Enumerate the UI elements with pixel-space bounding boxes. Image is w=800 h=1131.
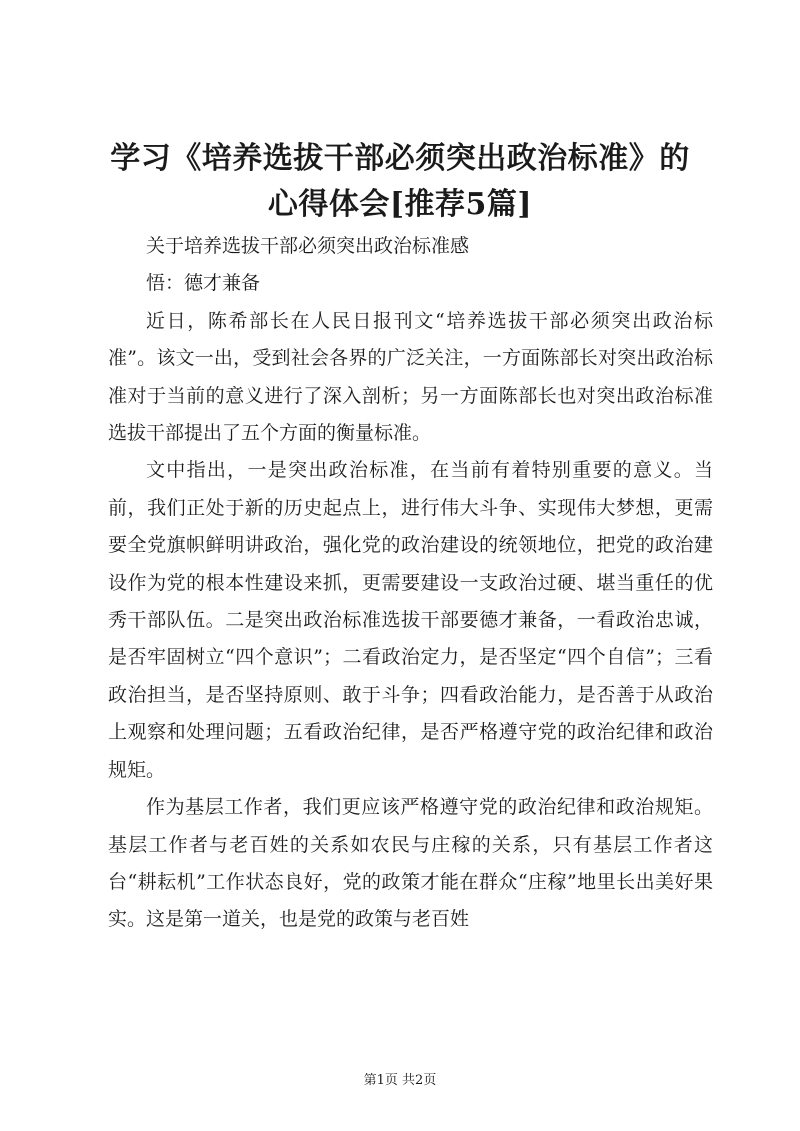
paragraph-subtitle-line-2: 悟：德才兼备 bbox=[146, 272, 261, 295]
document-body bbox=[108, 228, 713, 939]
document-title: 学习《培养选拔干部必须突出政治标准》的心得体会[推荐5篇] bbox=[110, 141, 690, 222]
page-footer: 第1页 共2页 bbox=[363, 1073, 437, 1088]
paragraph-intro: 近日，陈希部长在人民日报刊文“培养选拔干部必须突出政治标准”。该文一出，受到社会各界的广泛关注，一方面陈部长对突出政治标准对于当前的意义进行了深入剖析；另一方面陈部长也对突出政治标准选拔干部提出了五个方面的衡量标准。 bbox=[108, 309, 713, 445]
paragraph-standards: 文中指出，一是突出政治标准，在当前有着特别重要的意义。当前，我们正处于新的历史起点上，进行伟大斗争、实现伟大梦想，更需要全党旗帜鲜明讲政治，强化党的政治建设的统领地位，把党的政治建设作为党的根本性建设来抓，更需要建设一支政治过硬、堪当重任的优秀干部队伍。二是突出政治标准选拔干部要德才兼备，一看政治忠诚，是否牢固树立“四个意识”；二看政治定力，是否坚定“四个自信”；三看政治担当，是否坚持原则、敢于斗争；四看政治能力，是否善于从政治上观察和处理问题；五看政治纪律，是否严格遵守党的政治纪律和政治规矩。 bbox=[108, 459, 713, 781]
paragraph-subtitle-line-1: 关于培养选拔干部必须突出政治标准感 bbox=[146, 235, 470, 257]
paragraph-grassroots: 作为基层工作者，我们更应该严格遵守党的政治纪律和政治规矩。基层工作者与老百姓的关系如农民与庄稼的关系，只有基层工作者这台“耕耘机”工作状态良好，党的政策才能在群众“庄稼”地里长出美好果实。这是第一道关，也是党的政策与老百姓 bbox=[108, 796, 713, 931]
